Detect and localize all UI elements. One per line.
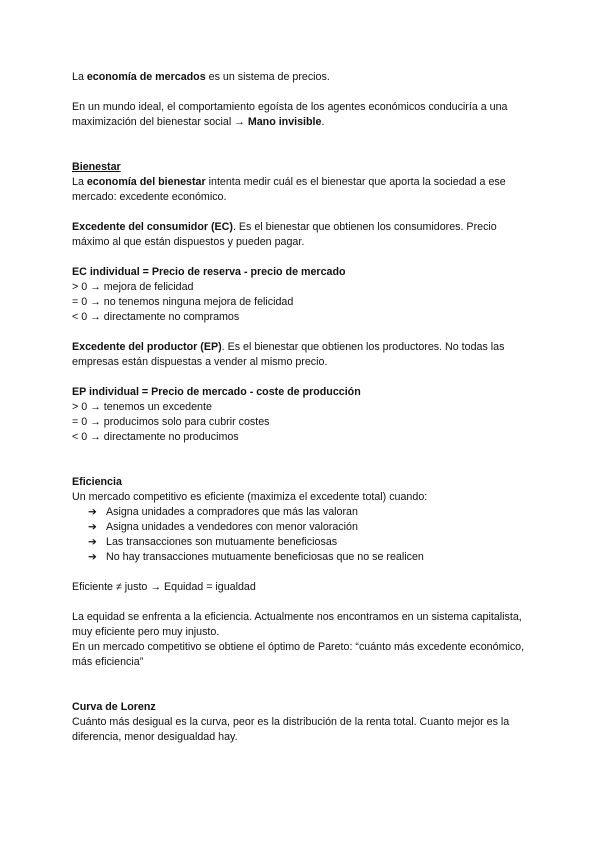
list-item — [88, 550, 534, 565]
ep-formula: EP individual = Precio de mercado - coste de producción — [72, 386, 361, 398]
ep-paragraph — [72, 340, 534, 370]
ec-line: > 0 → mejora de felicidad — [72, 281, 194, 293]
text: . Es el bienestar que obtienen los productores. No todas las empresas están dispuestas a vender al mismo precio. — [72, 341, 505, 368]
arrow-bullet-icon: ➔ — [88, 551, 97, 563]
bold-term: economía de mercados — [86, 71, 206, 83]
heading-bienestar: Bienestar — [72, 161, 121, 173]
ec-line: = 0 → no tenemos ninguna mejora de felicidad — [72, 296, 294, 308]
text: es un sistema de precios. — [205, 71, 330, 83]
heading-eficiencia: Eficiencia — [72, 476, 122, 488]
eficiencia-intro: Un mercado competitivo es eficiente (maximiza el excedente total) cuando: — [72, 491, 428, 503]
bold-term: economía del bienestar — [86, 176, 206, 188]
heading-lorenz: Curva de Lorenz — [72, 701, 156, 713]
bold-term: Excedente del productor (EP) — [72, 341, 222, 353]
ep-line: = 0 → producimos solo para cubrir costes — [72, 416, 270, 428]
text: intenta medir cuál es el bienestar que aporta la sociedad a ese mercado: excedente económico. — [72, 176, 506, 203]
ec-line: < 0 → directamente no compramos — [72, 311, 240, 323]
ep-line: < 0 → directamente no producimos — [72, 431, 239, 443]
equity-line: Eficiente ≠ justo → Equidad = igualdad — [72, 581, 256, 593]
text: . — [321, 116, 325, 128]
list-item — [88, 520, 534, 535]
lorenz-paragraph: Cuánto más desigual es la curva, peor es la distribución de la renta total. Cuanto mejor es la diferencia, menor desigualdad hay. — [72, 716, 510, 743]
eficiencia-paragraph-4: En un mercado competitivo se obtiene el óptimo de Pareto: “cuánto más excedente económico, más eficiencia” — [72, 641, 525, 668]
bienestar-paragraph — [72, 175, 534, 205]
text: En un mundo ideal, el comportamiento egoísta de los agentes económicos conduciría a una maximización del bienestar social → — [72, 101, 508, 128]
list-item — [88, 535, 534, 550]
arrow-bullet-icon: ➔ — [88, 536, 97, 548]
ec-paragraph — [72, 220, 534, 250]
list-item-text: No hay transacciones mutuamente beneficiosas que no se realicen — [106, 551, 424, 563]
document-page — [72, 70, 534, 745]
list-item-text: Asigna unidades a compradores que más las valoran — [106, 506, 358, 518]
intro-paragraph-2 — [72, 100, 534, 130]
eficiencia-paragraph-3: La equidad se enfrenta a la eficiencia. Actualmente nos encontramos en un sistema capitalista, muy eficiente pero muy injusto. — [72, 611, 522, 638]
bold-term: Mano invisible — [247, 116, 322, 128]
eficiencia-bullet-list — [72, 505, 534, 565]
list-item-text: Las transacciones son mutuamente beneficiosas — [106, 536, 338, 548]
list-item — [88, 505, 534, 520]
arrow-bullet-icon: ➔ — [88, 506, 97, 518]
arrow-bullet-icon: ➔ — [88, 521, 97, 533]
text: La — [72, 176, 87, 188]
ec-formula: EC individual = Precio de reserva - precio de mercado — [72, 266, 346, 278]
text: La — [72, 71, 87, 83]
bold-term: Excedente del consumidor (EC) — [72, 221, 233, 233]
list-item-text: Asigna unidades a vendedores con menor valoración — [106, 521, 358, 533]
ep-line: > 0 → tenemos un excedente — [72, 401, 212, 413]
text: . Es el bienestar que obtienen los consumidores. Precio máximo al que están dispuestos y pueden pagar. — [72, 221, 497, 248]
intro-paragraph-1 — [72, 70, 534, 85]
